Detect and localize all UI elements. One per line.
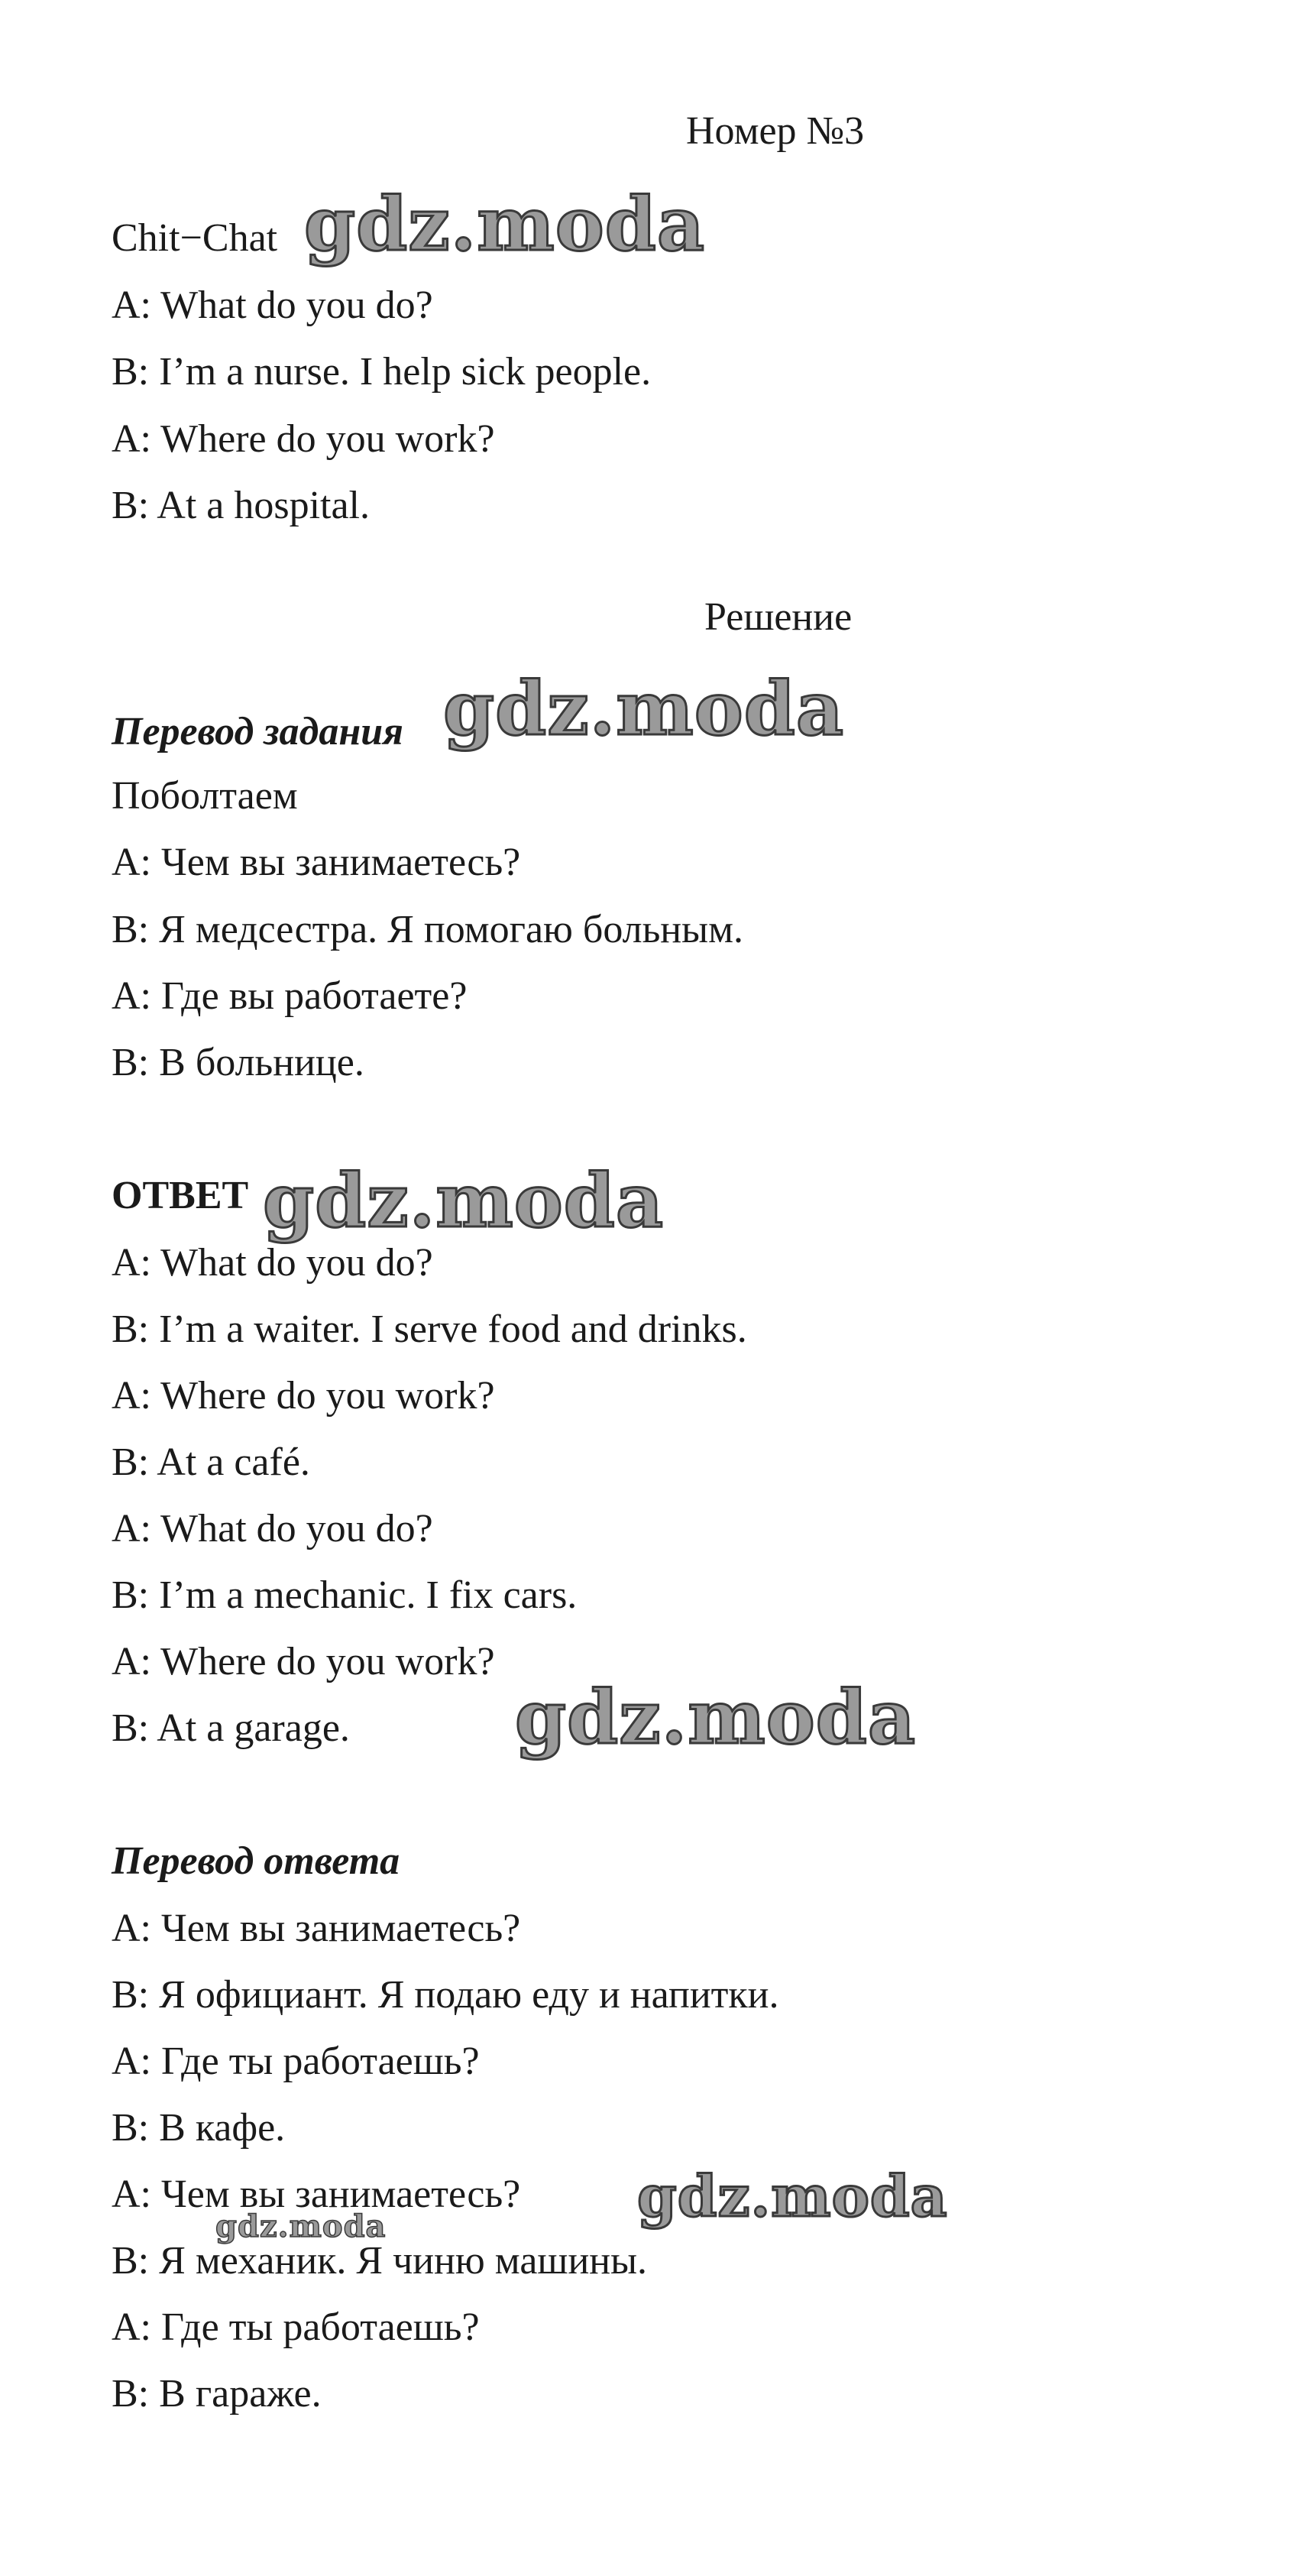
watermark-logo: gdz.moda [443, 666, 845, 752]
answer-translation-line: A: Где ты работаешь? [112, 2305, 480, 2349]
watermark-logo: gdz.moda [215, 2208, 387, 2244]
answer-translation-line: A: Чем вы занимаетесь? [112, 2173, 521, 2216]
answer-line: A: Where do you work? [112, 1374, 495, 1418]
task-line: B: I’m a nurse. I help sick people. [112, 350, 652, 394]
answer-line: A: What do you do? [112, 1241, 433, 1285]
watermark-logo: gdz.moda [304, 181, 706, 267]
watermark-logo: gdz.moda [637, 2164, 948, 2230]
watermark-logo: gdz.moda [515, 1674, 917, 1761]
answer-line: B: At a garage. [112, 1706, 350, 1750]
answer-translation-line: B: В гараже. [112, 2372, 322, 2416]
task-line: A: What do you do? [112, 284, 433, 327]
task-title: Chit−Chat [112, 216, 278, 260]
answer-heading: ОТВЕТ [112, 1174, 249, 1217]
answer-translation-line: A: Чем вы занимаетесь? [112, 1907, 521, 1950]
answer-translation-line: B: Я официант. Я подаю еду и напитки. [112, 1973, 779, 2017]
answer-line: A: Where do you work? [112, 1640, 495, 1683]
answer-translation-line: B: Я механик. Я чиню машины. [112, 2239, 648, 2283]
watermark-logo: gdz.moda [263, 1158, 665, 1244]
task-translation-line: A: Где вы работаете? [112, 974, 468, 1018]
task-line: A: Where do you work? [112, 417, 495, 461]
answer-line: B: I’m a mechanic. I fix cars. [112, 1573, 578, 1617]
answer-line: A: What do you do? [112, 1507, 433, 1550]
answer-line: B: I’m a waiter. I serve food and drinks. [112, 1307, 747, 1351]
task-translation-line: B: В больнице. [112, 1041, 364, 1084]
task-translation-title: Поболтаем [112, 774, 298, 818]
answer-line: B: At a café. [112, 1440, 310, 1484]
task-translation-line: A: Чем вы занимаетесь? [112, 841, 521, 884]
answer-translation-line: B: В кафе. [112, 2106, 286, 2150]
task-line: B: At a hospital. [112, 484, 370, 527]
answer-translation-heading: Перевод ответа [112, 1839, 400, 1883]
solution-label: Решение [704, 595, 853, 639]
task-translation-line: B: Я медсестра. Я помогаю больным. [112, 908, 743, 951]
answer-translation-line: A: Где ты работаешь? [112, 2040, 480, 2083]
task-number: Номер №3 [686, 109, 865, 153]
task-translation-heading: Перевод задания [112, 710, 403, 753]
